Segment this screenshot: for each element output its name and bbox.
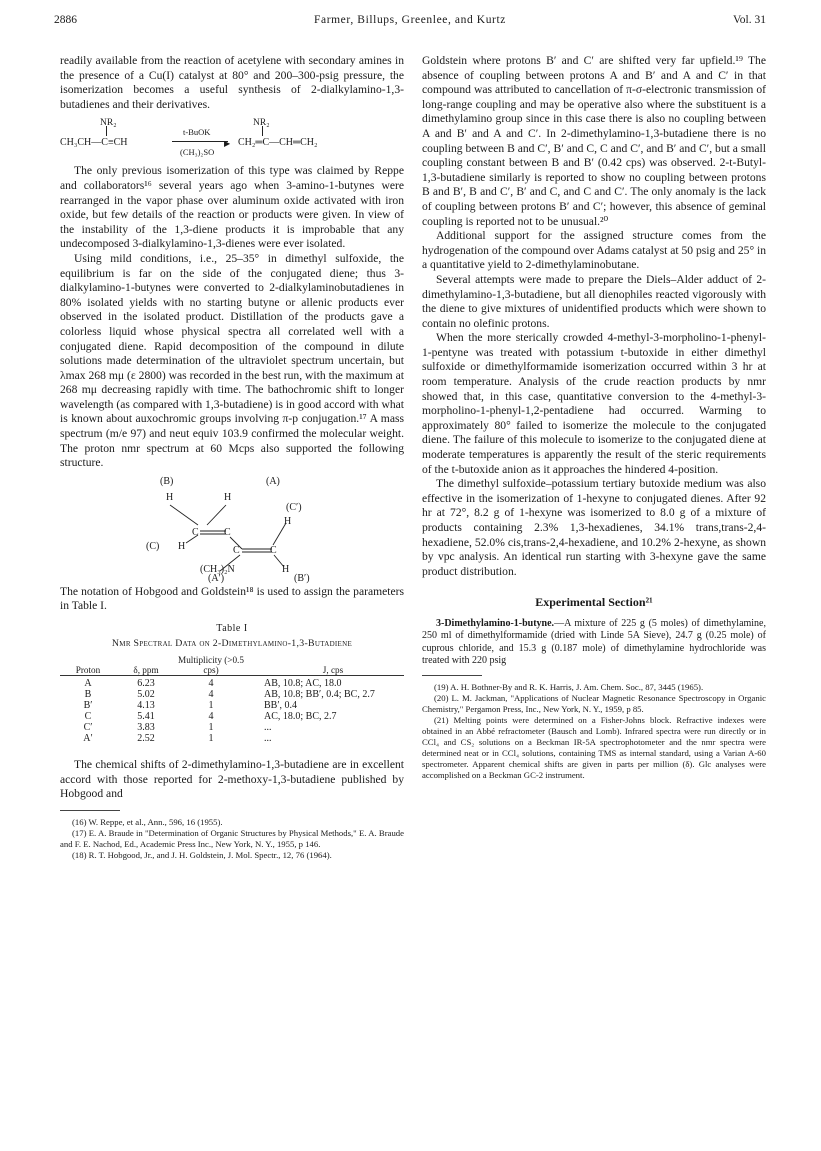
reactant: CH₃CH—C≡CH — [60, 137, 128, 149]
label-b-prime: (B′) — [294, 572, 310, 584]
table-row — [60, 678, 404, 689]
table-title: Nmr Spectral Data on 2-Dimethylamino-1,3-Butadiene — [111, 637, 353, 649]
footnote-rule — [422, 675, 482, 676]
table-cell: C — [84, 711, 92, 723]
table-cell: 4 — [208, 689, 214, 701]
footnotes-left — [60, 817, 404, 861]
table-header: Proton — [75, 665, 101, 676]
reagent-bottom: (CH₃)₂SO — [180, 147, 215, 158]
table-cell: A — [84, 678, 92, 690]
atom-h: H — [284, 515, 292, 527]
reagent-top: t-BuOK — [183, 127, 211, 138]
paragraph: Additional support for the assigned structure comes from the hydrogenation of the compound over Adams catalyst at 50 psig and 25° in a quantitative yield to 2-dimethylaminobutane. — [422, 229, 767, 272]
section-title: Experimental Section²¹ — [535, 595, 653, 610]
right-column — [422, 54, 766, 781]
reaction-arrow — [172, 141, 228, 142]
footnote: (17) E. A. Braude in "Determination of Organic Structures by Physical Methods," E. A. Braude and F. E. Nachod, Ed., Academic Press Inc., New York, N. Y., 1955, p 146. — [60, 828, 404, 849]
table-cell: B — [84, 689, 92, 701]
table-cell: ... — [264, 722, 272, 734]
atom-c: C — [224, 526, 231, 538]
paragraph: Several attempts were made to prepare the Diels–Alder adduct of 2-dimethylamino-1,3-butadiene, but all dienophiles reacted vigorously with the diene to give mixtures of unidentified products which were shown to contain no olefinic protons. — [422, 272, 766, 330]
atom-h: H — [224, 491, 232, 503]
table-header: J, cps — [322, 665, 344, 676]
running-authors: Farmer, Billups, Greenlee, and Kurtz — [314, 14, 506, 26]
label-a-prime: (A′) — [208, 572, 225, 584]
reaction-equation — [60, 114, 404, 158]
paragraph: Goldstein where protons B′ and C′ are shifted very far upfield.¹⁹ The absence of coupling between protons A and B′ and A and C′ in that compound was attributed to cancellation of π-σ-electronic transmission of long-range coupling and may be operative also where the substituent is a dimethylamino group since in this case there is also no coupling between A and B′ and A and C′. In 2-dimethylamino-1,3-butadiene there is no coupling between B and C′, B′ and C, C and C′, and B′ and C′, but a small coupling constant between B and B′ (0.42 cps) was observed. 2-t-Butyl-1,3-butadiene similarly is reported to show no coupling between protons B and B′, B and C′, B′ and C, and C and C′. The only anomaly is the lack of coupling between protons B′ and C′; however, this absence of geminal coupling is reported not to be unusual.²⁰ — [422, 54, 766, 228]
label-c-prime: (C′) — [286, 501, 302, 513]
paragraph: The chemical shifts of 2-dimethylamino-1,3-butadiene are in excellent accord with those reported for 2-methoxy-1,3-butadiene published by Hobgood and — [60, 758, 404, 801]
table-cell: 5.41 — [137, 711, 155, 723]
equation-nr2-right: NR₂ — [253, 118, 270, 129]
table-cell: 1 — [208, 722, 214, 734]
paragraph: Using mild conditions, i.e., 25–35° in dimethyl sulfoxide, the equilibrium is far on the side of the conjugated diene; thus 3-dialkylamino-1-butynes were converted to 2-dialkylaminobutadienes in 80% isolated yields with no starting butyne or allenic products ever observed in the isolated product. Distillation of the products gave a colorless liquid whose physical spectra all correlated well with a conjugated diene. Rapid decomposition of the compound in dilute solutions made determination of the ultraviolet spectrum uncertain, but λmax 268 mμ (ε 2800) was recorded in the best run, with the maximum at 268 mμ decreasing rapidly with time. The bathochromic shift to longer wavelength (as compared with 1,3-butadiene) is in good accord with what is known about auxochromic groups involving π-p conjugation.¹⁷ A mass spectrum (m/e 97) and neut equiv 103.9 confirmed the molecular weight. The proton nmr spectrum at 60 Mcps also supported the following structure. — [60, 251, 404, 470]
atom-c: C — [270, 544, 277, 556]
table-header: Multiplicity (>0.5 cps) — [178, 655, 244, 676]
footnote: (16) W. Reppe, et al., Ann., 596, 16 (1955). — [72, 817, 223, 827]
table-cell: 1 — [208, 733, 214, 745]
dimethylamino-group: (CH₃)₂N — [200, 563, 235, 575]
table-cell: B′ — [83, 700, 93, 712]
nmr-table — [60, 655, 404, 744]
product: CH₂═C—CH═CH₂ — [238, 137, 318, 149]
table-cell: C′ — [83, 722, 93, 734]
table-cell: AB, 10.8; AC, 18.0 — [264, 678, 342, 690]
atom-h: H — [178, 540, 186, 552]
table-cell: 4 — [208, 678, 214, 690]
table-cell: AC, 18.0; BC, 2.7 — [264, 711, 337, 723]
table-cell: 1 — [208, 700, 214, 712]
footnote: (18) R. T. Hobgood, Jr., and J. H. Goldstein, J. Mol. Spectr., 12, 76 (1964). — [72, 850, 332, 860]
experimental-heading: 3-Dimethylamino-1-butyne. — [436, 617, 555, 629]
table-row — [60, 689, 404, 700]
paragraph: When the more sterically crowded 4-methyl-3-morpholino-1-phenyl-1-pentyne was treated with potassium t-butoxide in either dimethyl sulfoxide or dimethylformamide isomerization occurred within 3 hr at room temperature. Analysis of the crude reaction products by nmr showed that, in this case, quantitative conversion to the 4-methyl-3-morpholino-1-phenyl-1,2-pentadiene had occurred. Warming to approximately 80° failed to isomerize the molecule to the conjugated diene. The failure of this molecule to isomerize to the conjugated diene at moderate temperatures is apparently the result of the steric requirements of the t-butoxide anion as it approaches the hindered 4-position. — [422, 331, 766, 476]
table-cell: ... — [264, 733, 272, 745]
footnotes-right — [422, 682, 766, 781]
experimental-paragraph — [422, 618, 766, 667]
table-cell: 4.13 — [137, 700, 155, 712]
left-column — [60, 54, 404, 861]
table-row — [60, 700, 404, 711]
table-cell: 5.02 — [137, 689, 155, 701]
table-cell: AB, 10.8; BB′, 0.4; BC, 2.7 — [264, 689, 375, 701]
atom-c: C — [233, 544, 240, 556]
table-row — [60, 711, 404, 722]
atom-h: H — [166, 491, 174, 503]
table-cell: 2.52 — [137, 733, 155, 745]
structure-diagram — [60, 475, 404, 584]
table-row — [60, 722, 404, 733]
label-c: (C) — [146, 540, 160, 552]
paragraph: The dimethyl sulfoxide–potassium tertiary butoxide medium was also effective in the isomerization of 1-hexyne to conjugated dienes. After 92 hr at 72°, 8.2 g of 1-hexyne was isomerized to 8.0 g of a mixture of products containing 2.3% 1,3-hexadienes, 34.1% trans,trans-2,4-hexadiene, 52.0% cis,trans-2,4-hexadiene, and 10.2% 2-hexyne, as shown by vpc analysis. An identical run starting with 3-hexyne gave the same product distribution. — [422, 477, 766, 578]
volume-label: Vol. 31 — [732, 14, 766, 26]
footnote: (21) Melting points were determined on a Fisher-Johns block. Refractive indexes were obtained in an Abbé refractometer (Bausch and Lomb). Infrared spectra were run directly or in CCl₄ and CS₂ solutions on a Beckman IR-5A spectrophotometer and the nmr spectra were determined neat or in CCl₄ solutions, containing TMS as internal standard, using a Varian A-60 spectrometer. Apparent chemical shifts are given in parts per million (δ). Glc analyses were accomplished on a Beckman GC-2 instrument. — [422, 715, 766, 781]
footnote: (19) A. H. Bothner-By and R. K. Harris, J. Am. Chem. Soc., 87, 3445 (1965). — [434, 682, 704, 693]
table-cell: 3.83 — [137, 722, 155, 734]
paragraph: readily available from the reaction of acetylene with secondary amines in the presence of a Cu(I) catalyst at 80° and 200–300-psig pressure, the isomerization becomes a useful synthesis of 2-dialkylamino-1,3-butadienes and their derivatives. — [60, 54, 404, 111]
page-number: 2886 — [54, 14, 77, 26]
running-header — [54, 14, 766, 30]
table-cell: BB′, 0.4 — [264, 700, 298, 712]
bond-line — [106, 126, 108, 136]
arrow-head: ▶ — [224, 139, 231, 149]
label-b: (B) — [160, 475, 174, 487]
paragraph: The notation of Hobgood and Goldstein¹⁸ is used to assign the parameters in Table I. — [60, 584, 404, 613]
table-cell: 6.23 — [137, 678, 155, 690]
footnote-rule — [60, 810, 120, 811]
equation-nr2-left: NR₂ — [100, 118, 117, 129]
experimental-text: —A mixture of 225 g (5 moles) of dimethylamine, 250 ml of dimethylformamide (dried with Linde 5A Sieve), 24.7 g (0.25 mole) of cuprous chloride, and 15.3 g (0.187 mole) of dimethylamine hydrochloride was treated with 220 psig — [422, 617, 766, 666]
atom-h: H — [282, 563, 290, 575]
table-caption: Table I — [216, 623, 248, 635]
paragraph: The only previous isomerization of this type was claimed by Reppe and collaborators¹⁶ several years ago when 3-amino-1-butynes were rearranged in the vapor phase over aluminum oxide activated with iron oxide, but few details of the reaction or products were given. In view of the instability of the 1,3-diene products it is improbable that any undecomposed 3-dialkylamino-1,3-dienes were ever isolated. — [60, 164, 404, 251]
label-a: (A) — [266, 475, 280, 487]
table-header: δ, ppm — [133, 665, 159, 676]
footnote: (20) L. M. Jackman, "Applications of Nuclear Magnetic Resonance Spectroscopy in Organic Chemistry," Pergamon Press, Inc., New York, N. Y., 1959, p 85. — [422, 693, 766, 715]
table-cell: A′ — [83, 733, 93, 745]
atom-c: C — [192, 526, 199, 538]
table-cell: 4 — [208, 711, 214, 723]
table-row — [60, 733, 404, 744]
bond-line — [262, 126, 264, 136]
